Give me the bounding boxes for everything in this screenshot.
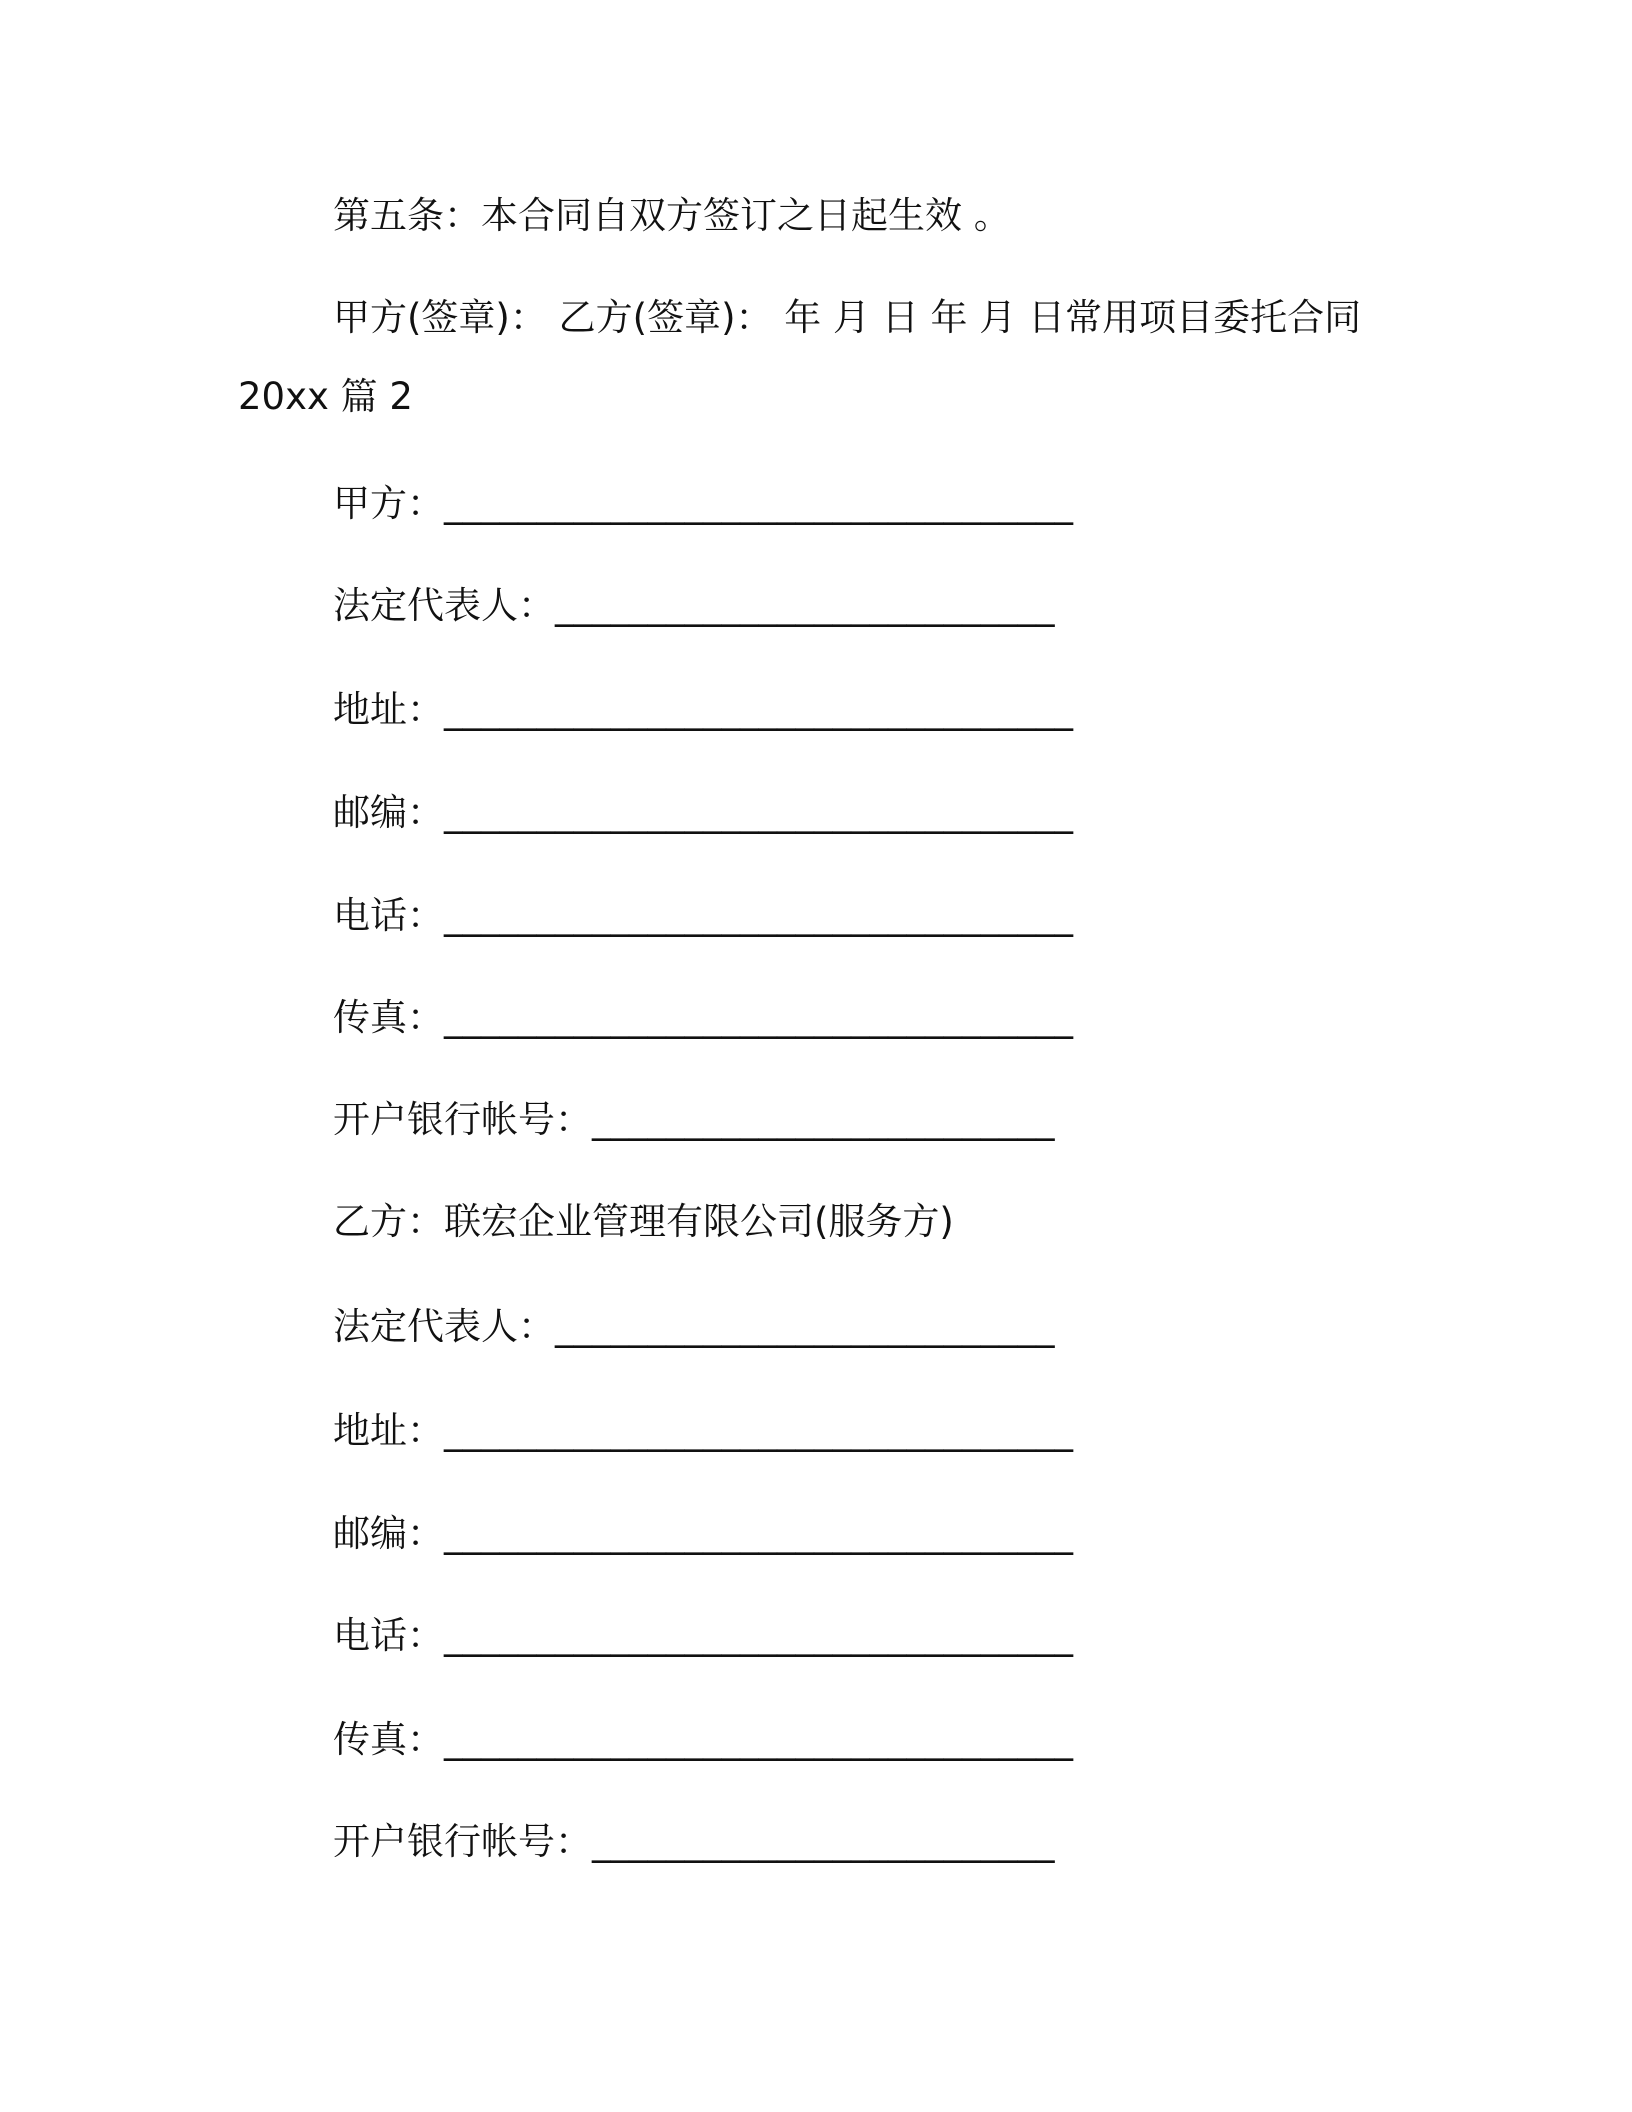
party-a-phone-field bbox=[333, 892, 1073, 940]
party-a-representative-blank[interactable]: ___________________________ bbox=[555, 584, 1055, 627]
party-a-address-field bbox=[333, 686, 1073, 734]
party-b-fax-field bbox=[333, 1716, 1073, 1764]
party-b-bank-blank[interactable]: _________________________ bbox=[592, 1820, 1055, 1863]
party-a-phone-label: 电话： bbox=[333, 894, 444, 937]
party-a-phone-blank[interactable]: __________________________________ bbox=[444, 894, 1073, 937]
signature-line-continued: 20xx 篇 2 bbox=[238, 375, 413, 418]
party-a-postcode-blank[interactable]: __________________________________ bbox=[444, 791, 1073, 834]
party-b-phone-blank[interactable]: __________________________________ bbox=[444, 1614, 1073, 1657]
party-b-representative-field bbox=[333, 1303, 1055, 1351]
party-b-postcode-blank[interactable]: __________________________________ bbox=[444, 1512, 1073, 1555]
party-a-name-field bbox=[333, 480, 1073, 528]
party-b-address-label: 地址： bbox=[333, 1409, 444, 1452]
party-a-name-label: 甲方： bbox=[333, 482, 444, 525]
party-a-postcode-label: 邮编： bbox=[333, 791, 444, 834]
party-a-fax-blank[interactable]: __________________________________ bbox=[444, 996, 1073, 1039]
party-b-bank-label: 开户银行帐号： bbox=[333, 1820, 592, 1863]
party-a-bank-label: 开户银行帐号： bbox=[333, 1098, 592, 1141]
signature-line: 甲方(签章)： 乙方(签章)： 年 月 日 年 月 日常用项目委托合同 bbox=[333, 296, 1362, 339]
party-a-bank-field bbox=[333, 1096, 1055, 1144]
party-a-fax-label: 传真： bbox=[333, 996, 444, 1039]
party-b-address-blank[interactable]: __________________________________ bbox=[444, 1409, 1073, 1452]
party-b-phone-field bbox=[333, 1612, 1073, 1660]
party-b-postcode-field bbox=[333, 1510, 1073, 1558]
party-b-address-field bbox=[333, 1407, 1073, 1455]
party-b-phone-label: 电话： bbox=[333, 1614, 444, 1657]
party-b-name-line: 乙方：联宏企业管理有限公司(服务方) bbox=[333, 1200, 954, 1243]
party-a-address-blank[interactable]: __________________________________ bbox=[444, 688, 1073, 731]
party-b-bank-field bbox=[333, 1818, 1055, 1866]
party-a-postcode-field bbox=[333, 789, 1073, 837]
party-a-representative-field bbox=[333, 582, 1055, 630]
party-b-fax-blank[interactable]: __________________________________ bbox=[444, 1718, 1073, 1761]
party-b-representative-blank[interactable]: ___________________________ bbox=[555, 1305, 1055, 1348]
party-b-representative-label: 法定代表人： bbox=[333, 1305, 555, 1348]
article-5: 第五条：本合同自双方签订之日起生效 。 bbox=[333, 194, 1011, 237]
party-a-representative-label: 法定代表人： bbox=[333, 584, 555, 627]
party-b-postcode-label: 邮编： bbox=[333, 1512, 444, 1555]
party-a-bank-blank[interactable]: _________________________ bbox=[592, 1098, 1055, 1141]
party-b-fax-label: 传真： bbox=[333, 1718, 444, 1761]
party-a-fax-field bbox=[333, 994, 1073, 1042]
party-a-address-label: 地址： bbox=[333, 688, 444, 731]
party-a-name-blank[interactable]: __________________________________ bbox=[444, 482, 1073, 525]
